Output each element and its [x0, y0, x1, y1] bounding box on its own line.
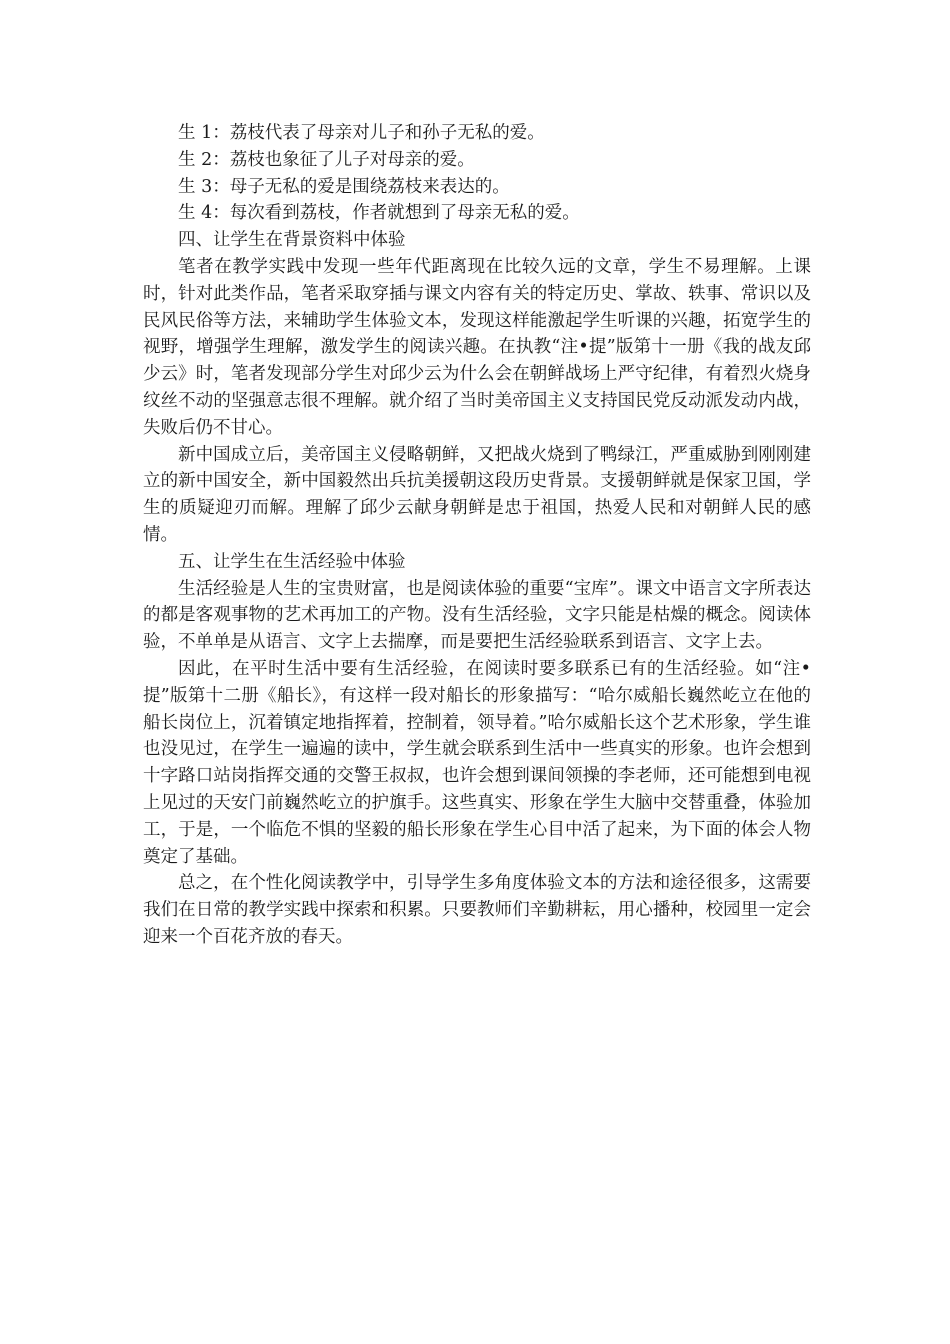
- section-heading-4: 四、让学生在背景资料中体验: [178, 230, 406, 251]
- section-heading-5: 五、让学生在生活经验中体验: [178, 551, 406, 572]
- paragraph-background-intro: 笔者在教学实践中发现一些年代距离现在比较久远的文章，学生不易理解。上课时，针对此类作品，笔者采取穿插与课文内容有关的特定历史、掌故、轶事、常识以及民风民俗等方法，来辅助学生体验文本，发现这样能激起学生听课的兴趣，拓宽学生的视野，增强学生理解，激发学生的阅读兴趣。在执教“注•提”版第十一册《我的战友邱少云》时，笔者发现部分学生对邱少云为什么会在朝鲜战场上严守纪律，有着烈火烧身纹丝不动的坚强意志很不理解。就介绍了当时美帝国主义支持国民党反动派发动内战，失败后仍不甘心。: [143, 256, 811, 438]
- paragraph-life-experience: 生活经验是人生的宝贵财富，也是阅读体验的重要“宝库”。课文中语言文字所表达的都是客观事物的艺术再加工的产物。没有生活经验，文字只能是枯燥的概念。阅读体验，不单单是从语言、文字上去揣摩，而是要把生活经验联系到语言、文字上去。: [143, 578, 811, 653]
- paragraph-conclusion: 总之，在个性化阅读教学中，引导学生多角度体验文本的方法和途径很多，这需要我们在日常的教学实践中探索和积累。只要教师们辛勤耕耘，用心播种，校园里一定会迎来一个百花齐放的春天。: [143, 873, 811, 947]
- student-answer-4: 生 4：每次看到荔枝，作者就想到了母亲无私的爱。: [178, 203, 580, 224]
- student-answer-2: 生 2：荔枝也象征了儿子对母亲的爱。: [178, 149, 475, 170]
- document-body: [143, 120, 811, 951]
- paragraph-captain-example: 因此，在平时生活中要有生活经验，在阅读时要多联系已有的生活经验。如“注•提”版第十二册《船长》，有这样一段对船长的形象描写：“哈尔威船长巍然屹立在他的船长岗位上，沉着镇定地指挥着，控制着，领导着。”哈尔威船长这个艺术形象，学生谁也没见过，在学生一遍遍的读中，学生就会联系到生活中一些真实的形象。也许会想到十字路口站岗指挥交通的交警王叔叔，也许会想到课间领操的李老师，还可能想到电视上见过的天安门前巍然屹立的护旗手。这些真实、形象在学生大脑中交替重叠，体验加工，于是，一个临危不惧的坚毅的船长形象在学生心目中活了起来，为下面的体会人物奠定了基础。: [143, 658, 811, 867]
- student-answer-1: 生 1：荔枝代表了母亲对儿子和孙子无私的爱。: [178, 123, 545, 143]
- student-answer-3: 生 3：母子无私的爱是围绕荔枝来表达的。: [178, 176, 510, 197]
- paragraph-background-history: 新中国成立后，美帝国主义侵略朝鲜，又把战火烧到了鸭绿江，严重威胁到刚刚建立的新中国安全，新中国毅然出兵抗美援朝这段历史背景。支援朝鲜就是保家卫国，学生的质疑迎刃而解。理解了邱少云献身朝鲜是忠于祖国，热爱人民和对朝鲜人民的感情。: [143, 444, 811, 545]
